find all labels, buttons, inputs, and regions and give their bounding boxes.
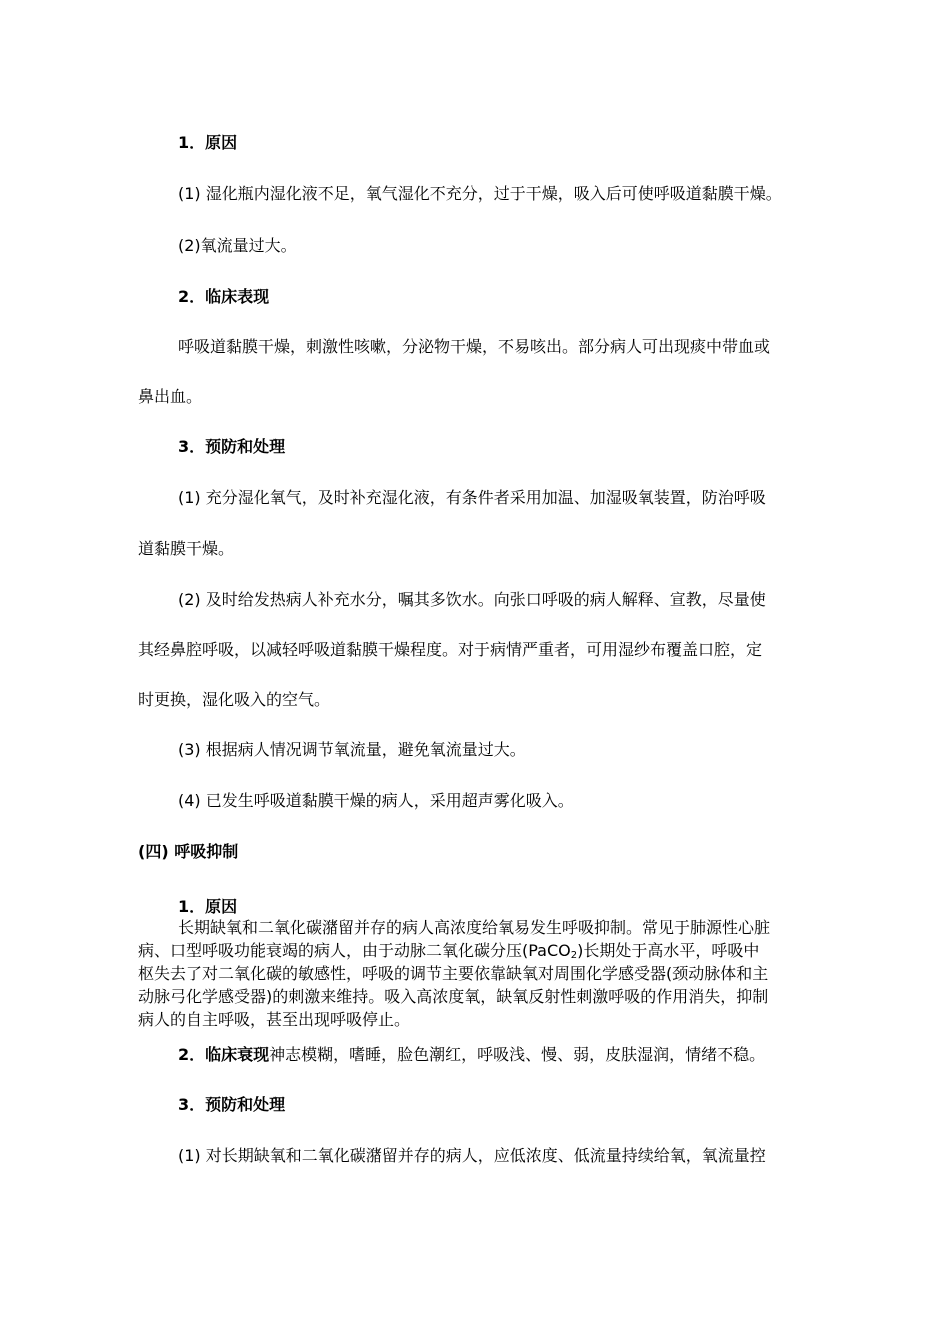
clinical-text-line-2: 鼻出血。: [138, 387, 203, 406]
heading-prevention: 3．预防和处理: [178, 437, 286, 456]
cause-text-line-4: 动脉弓化学感受器)的刺激来维持。吸入高浓度氧，缺氧反射性刺激呼吸的作用消失，抑制: [138, 987, 769, 1006]
heading-clinical-2: 2．临床衰现: [178, 1045, 270, 1064]
clinical-text-line-1: 呼吸道黏膜干燥，刺激性咳嗽，分泌物干燥，不易咳出。部分病人可出现痰中带血或: [178, 337, 771, 356]
cause-text-line-5: 病人的自主呼吸，甚至出现呼吸停止。: [138, 1010, 411, 1029]
prevention-4: (4) 已发生呼吸道黏膜干燥的病人，采用超声雾化吸入。: [178, 791, 574, 810]
cause-text-line-2: [138, 941, 759, 961]
heading-cause: 1．原因: [178, 133, 238, 152]
prevention-2-1-line-1: (1) 对长期缺氧和二氧化碳潴留并存的病人，应低浓度、低流量持续给氧，氧流量控: [178, 1146, 766, 1165]
heading-prevention-2: 3．预防和处理: [178, 1095, 286, 1114]
cause-item-1: (1) 湿化瓶内湿化液不足，氧气湿化不充分，过于干燥，吸入后可使呼吸道黏膜干燥。: [178, 184, 782, 203]
clinical-line-2: [178, 1045, 765, 1065]
prevention-2-line-1: (2) 及时给发热病人补充水分，嘱其多饮水。向张口呼吸的病人解释、宣教，尽量使: [178, 590, 766, 609]
subscript-2: 2: [570, 950, 578, 961]
cause-text-line-3: 枢失去了对二氧化碳的敏感性，呼吸的调节主要依靠缺氧对周围化学感受器(颈动脉体和主: [138, 964, 769, 983]
prevention-2-line-2: 其经鼻腔呼吸，以减轻呼吸道黏膜干燥程度。对于病情严重者，可用湿纱布覆盖口腔，定: [138, 640, 763, 659]
cause-text-line-2b: )长期处于高水平，呼吸中: [577, 941, 760, 960]
heading-clinical: 2．临床表现: [178, 287, 270, 306]
cause-item-2: (2)氧流量过大。: [178, 236, 297, 255]
heading-cause-2: 1．原因: [178, 897, 238, 916]
cause-text-line-1: 长期缺氧和二氧化碳潴留并存的病人高浓度给氧易发生呼吸抑制。常见于肺源性心脏: [178, 918, 771, 937]
section-title-respiratory-depression: (四) 呼吸抑制: [138, 842, 239, 861]
prevention-1-line-1: (1) 充分湿化氧气，及时补充湿化液，有条件者采用加温、加湿吸氧装置，防治呼吸: [178, 488, 766, 507]
prevention-1-line-2: 道黏膜干燥。: [138, 539, 235, 558]
cause-text-line-2a: 病、口型呼吸功能衰竭的病人，由于动脉二氧化碳分压(PaCO: [138, 941, 571, 960]
prevention-2-line-3: 时更换，湿化吸入的空气。: [138, 690, 331, 709]
clinical-text-2: 神志模糊，嗜睡，脸色潮红，呼吸浅、慢、弱，皮肤湿润，情绪不稳。: [269, 1045, 766, 1064]
prevention-3: (3) 根据病人情况调节氧流量，避免氧流量过大。: [178, 740, 526, 759]
